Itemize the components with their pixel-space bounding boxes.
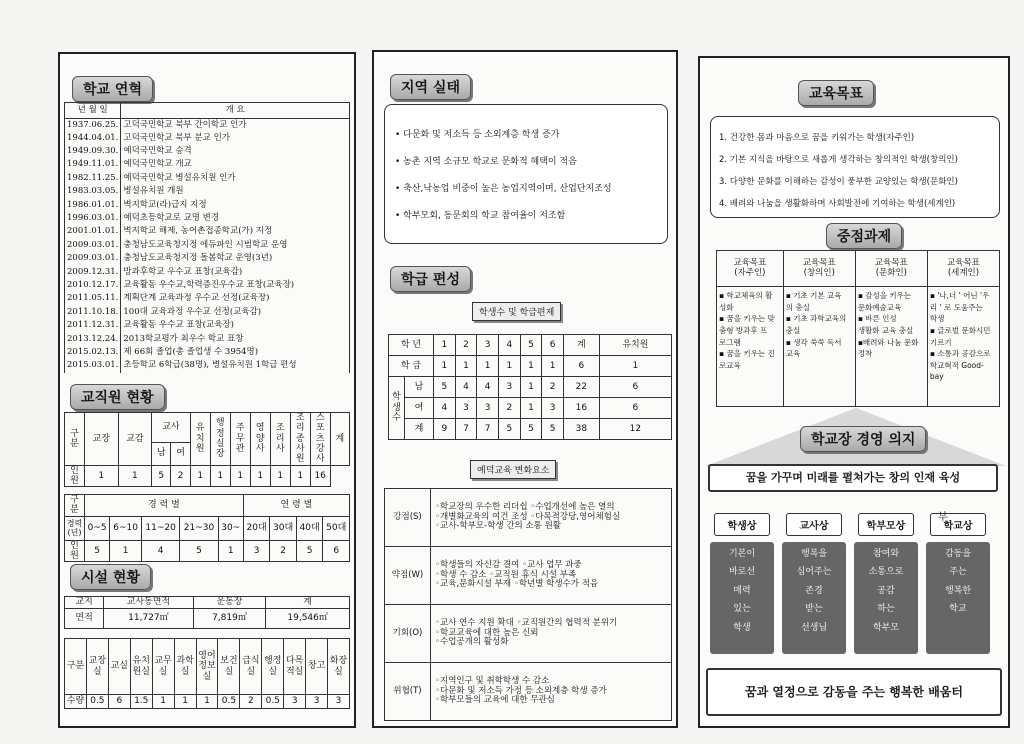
class-header: 학 년 — [389, 335, 434, 356]
facility-header: 계 — [266, 597, 350, 609]
history-row — [65, 145, 350, 158]
history-row — [65, 172, 350, 185]
history-table — [64, 102, 350, 373]
career-by-experience: 경 력 별 — [85, 495, 244, 517]
facility-header: 운동장 — [193, 597, 266, 609]
swot-row — [385, 663, 672, 721]
room-count: 0.5 — [86, 695, 108, 709]
facility-value: 19,546㎡ — [266, 609, 350, 629]
class-value: 9 — [434, 419, 456, 440]
staff-title: 교직원 현황 — [70, 384, 165, 410]
history-event: 초등학교 6학급(38명), 병설유치원 1학급 편성 — [121, 360, 350, 373]
room-count: 수량 — [65, 695, 87, 709]
class-value: 6 — [563, 356, 599, 377]
history-date: 2010.12.17. — [65, 279, 121, 292]
staff-value: 1 — [190, 465, 210, 487]
pillar-column: 기본이 바로선 매력 있는 학생 — [710, 542, 774, 654]
pillar-column: 참여와 소통으로 공감 하는 학부모 — [854, 542, 918, 654]
class-title: 학급 편성 — [390, 266, 471, 292]
career-range: 30대 — [270, 516, 297, 540]
class-value: 3 — [477, 398, 499, 419]
staff-header: 유치원 — [190, 413, 210, 466]
task-header: 교육목표 (창의인) — [783, 251, 855, 287]
history-event: 예덕초등학교로 교명 변경 — [121, 212, 350, 225]
history-date: 2011.05.11. — [65, 293, 121, 306]
career-count: 1 — [110, 540, 142, 562]
staff-header: 영양사 — [250, 413, 270, 466]
history-event: 고덕국민학교 북부 분교 인가 — [121, 132, 350, 145]
class-value: 5 — [542, 419, 564, 440]
vision-box — [708, 464, 998, 492]
career-count: 5 — [180, 540, 218, 562]
task-header: 교육목표 (자주인) — [717, 251, 784, 287]
class-value: 1 — [455, 356, 477, 377]
career-range: 30~ — [218, 516, 243, 540]
history-date: 1949.11.01. — [65, 159, 121, 172]
class-header: 유치원 — [599, 335, 671, 356]
class-value: 7 — [477, 419, 499, 440]
room-count: 0.5 — [218, 695, 240, 709]
history-event: 예덕국민학교 병설유치원 인가 — [121, 172, 350, 185]
class-value: 1 — [520, 377, 542, 398]
career-range: 경력(년) — [65, 516, 85, 540]
staff-value: 인원 — [65, 465, 85, 487]
swot-row — [385, 605, 672, 663]
class-value: 12 — [599, 419, 671, 440]
region-item: • 축산,낙농업 비중이 높은 농업지역이며, 산업단지조성 — [395, 184, 612, 194]
class-value: 3 — [542, 398, 564, 419]
staff-value: 1 — [270, 465, 290, 487]
history-row — [65, 159, 350, 172]
room-count: 0.5 — [262, 695, 284, 709]
staff-header: 주무관 — [230, 413, 250, 466]
class-row-label: 학 급 — [389, 356, 434, 377]
career-range: 40대 — [296, 516, 323, 540]
class-value: 6 — [599, 398, 671, 419]
room-header: 화장실 — [328, 639, 350, 695]
history-date: 2011.10.18. — [65, 306, 121, 319]
history-date: 1982.11.25. — [65, 172, 121, 185]
class-header: 5 — [520, 335, 542, 356]
room-header: 교실 — [108, 639, 130, 695]
class-value: 1 — [498, 356, 520, 377]
goal-item: 3. 다양한 문화를 이해하는 감성이 풍부한 교양있는 학생(문화인) — [719, 177, 958, 187]
class-header: 계 — [563, 335, 599, 356]
history-row — [65, 266, 350, 279]
class-value: 22 — [563, 377, 599, 398]
pillar-title: 학생상 — [714, 513, 770, 536]
staff-header: 행정실장 — [210, 413, 230, 466]
room-count: 3 — [328, 695, 350, 709]
vision-text: 꿈을 가꾸며 미래를 펼쳐가는 창의 인재 육성 — [745, 471, 961, 484]
history-row — [65, 239, 350, 252]
history-event: 예덕국민학교 승격 — [121, 145, 350, 158]
pillar-title: 학부모상 — [858, 513, 914, 536]
facility-value: 면적 — [65, 609, 104, 629]
staff-value: 1 — [250, 465, 270, 487]
class-table — [388, 334, 672, 440]
goals-box — [710, 116, 1000, 218]
history-date: 2015.03.01. — [65, 360, 121, 373]
class-value: 6 — [599, 377, 671, 398]
class-value: 5 — [434, 377, 456, 398]
staff-header: 교장 — [85, 413, 119, 466]
swot-text: ◦지역인구 및 취학학생 수 감소 ◦다문화 및 저소득 가정 등 소외계층 학생 증가 ◦학부모들의 교육에 대한 무관심 — [431, 663, 672, 721]
pillar-mark: 부 — [938, 512, 948, 523]
class-value: 4 — [455, 377, 477, 398]
room-count: 1 — [174, 695, 196, 709]
facility-header: 교지 — [65, 597, 104, 609]
room-header: 행정실 — [262, 639, 284, 695]
swot-label: 기회(O) — [385, 605, 431, 663]
history-event: 계획단계 교육과정 우수교 선정(교육장) — [121, 293, 350, 306]
history-date: 2009.03.01. — [65, 252, 121, 265]
swot-label: 강점(S) — [385, 489, 431, 547]
history-event: 예덕국민학교 개교 — [121, 159, 350, 172]
policy-title: 학교장 경영 의지 — [800, 426, 926, 452]
class-value: 4 — [477, 377, 499, 398]
region-item: • 농촌 지역 소규모 학교로 문화적 혜택이 적음 — [395, 157, 577, 167]
task-header: 교육목표 (세계인) — [927, 251, 999, 287]
room-count: 3 — [284, 695, 306, 709]
staff-sub-male: 남 — [152, 442, 171, 465]
facility-title: 시설 현황 — [70, 564, 151, 590]
class-value: 3 — [455, 398, 477, 419]
history-event: 제 66회 졸업(총 졸업생 수 3954명) — [121, 346, 350, 359]
history-date: 1944.04.01. — [65, 132, 121, 145]
class-subtitle: 학생수 및 학급편제 — [472, 302, 561, 321]
history-title: 학교 연혁 — [72, 76, 153, 102]
history-row — [65, 346, 350, 359]
room-count: 1 — [196, 695, 218, 709]
history-row — [65, 119, 350, 132]
class-header: 1 — [434, 335, 456, 356]
staff-value: 1 — [290, 465, 310, 487]
tasks-table — [716, 250, 1000, 407]
history-date: 1986.01.01. — [65, 199, 121, 212]
career-range: 50대 — [323, 516, 350, 540]
left-panel — [58, 52, 356, 728]
history-header-summary: 개 요 — [121, 103, 350, 119]
class-header: 6 — [542, 335, 564, 356]
swot-label: 위협(T) — [385, 663, 431, 721]
staff-value: 5 — [152, 465, 171, 487]
class-value: 1 — [542, 356, 564, 377]
career-label: 구분 — [65, 495, 85, 517]
class-row-label: 여 — [405, 398, 434, 419]
history-date: 2015.02.13. — [65, 346, 121, 359]
career-count: 5 — [85, 540, 110, 562]
history-event: 고덕국민학교 북부 간이학교 인가 — [121, 119, 350, 132]
region-item: • 학부모회, 동문회의 학교 참여율이 저조함 — [395, 211, 566, 221]
staff-value: 1 — [230, 465, 250, 487]
task-cell: ▪ 기초 기본 교육 의 충실 ▪ 기초 과학교육의 충실 ▪ 생각 쑥쑥 독서 교육 — [783, 287, 855, 407]
room-header: 유치원실 — [130, 639, 152, 695]
room-header: 창고 — [306, 639, 328, 695]
career-range: 20대 — [243, 516, 270, 540]
staff-value: 1 — [118, 465, 152, 487]
history-row — [65, 360, 350, 373]
history-row — [65, 185, 350, 198]
task-header: 교육목표 (문화인) — [855, 251, 927, 287]
room-count: 6 — [108, 695, 130, 709]
task-cell: ▪ '나,너 ' 어닌 '우 리 ' 로 도움주는 학생 ▪ 글로벌 문화시민 기르기 ▪ 소통과 공감으로 학교혁적 Good- bay — [927, 287, 999, 407]
history-date: 2011.12.31. — [65, 319, 121, 332]
pillar-title: 학교상 — [930, 513, 986, 536]
career-count: 6 — [323, 540, 350, 562]
career-count: 인원 — [65, 540, 85, 562]
career-count: 3 — [243, 540, 270, 562]
region-title: 지역 실태 — [390, 74, 471, 100]
tasks-title: 중점과제 — [826, 223, 902, 249]
staff-value: 2 — [171, 465, 190, 487]
class-value: 1 — [434, 356, 456, 377]
history-event: 100대 교육과정 우수교 선정(교육감) — [121, 306, 350, 319]
staff-header: 조리종사원 — [290, 413, 310, 466]
class-value: 5 — [520, 419, 542, 440]
staff-header: 조리사 — [270, 413, 290, 466]
class-value: 3 — [498, 377, 520, 398]
history-date: 1949.09.30. — [65, 145, 121, 158]
room-count: 3 — [306, 695, 328, 709]
swot-text: ◦교사 연수 지원 확대 ◦교직원간의 협력적 분위기 ◦학교교육에 대한 높은 신뢰 ◦수업공개의 활성화 — [431, 605, 672, 663]
staff-header: 계 — [330, 413, 349, 466]
history-row — [65, 252, 350, 265]
history-date: 1996.03.01. — [65, 212, 121, 225]
history-row — [65, 199, 350, 212]
room-header: 교장실 — [86, 639, 108, 695]
history-date: 2009.12.31. — [65, 266, 121, 279]
goals-title: 교육목표 — [798, 80, 874, 106]
room-count: 1.5 — [130, 695, 152, 709]
goal-item: 2. 기본 지식을 바탕으로 새롭게 생각하는 창의적인 학생(창의인) — [719, 155, 958, 165]
region-item: • 다문화 및 저소득 등 소외계층 학생 증가 — [395, 130, 560, 140]
history-event: 충청남도교육청지정 돌봄학교 운영(3년) — [121, 252, 350, 265]
swot-table — [384, 488, 672, 721]
history-row — [65, 333, 350, 346]
history-event: 방과후학교 우수교 표창(교육감) — [121, 266, 350, 279]
motto-text: 꿈과 열정으로 감동을 주는 행복한 배움터 — [745, 685, 963, 699]
staff-header: 교감 — [118, 413, 152, 466]
history-event: 2013학교평가 최우수 학교 표창 — [121, 333, 350, 346]
rooms-table — [64, 638, 350, 709]
middle-panel — [372, 50, 678, 728]
pillar-column: 행복을 심어주는 존경 받는 선생님 — [782, 542, 846, 654]
staff-value: 1 — [85, 465, 119, 487]
class-header: 3 — [477, 335, 499, 356]
history-row — [65, 293, 350, 306]
history-event: 교육활동 우수교 표창(교육장) — [121, 319, 350, 332]
career-range: 21~30 — [180, 516, 218, 540]
room-count: 2 — [240, 695, 262, 709]
swot-subtitle: 예덕교육 변화요소 — [470, 460, 556, 479]
staff-table — [64, 412, 350, 487]
class-value: 16 — [563, 398, 599, 419]
facility-value: 11,727㎡ — [104, 609, 193, 629]
history-event: 벽지학교 해제, 농어촌접종학교(가) 지정 — [121, 226, 350, 239]
class-value: 1 — [599, 356, 671, 377]
history-date: 2001.01.01. — [65, 226, 121, 239]
class-header: 4 — [498, 335, 520, 356]
region-box — [384, 104, 668, 244]
class-value: 2 — [542, 377, 564, 398]
room-header: 다목적실 — [284, 639, 306, 695]
goal-item: 1. 건강한 몸과 마음으로 꿈을 키워가는 학생(자주인) — [719, 133, 915, 143]
task-cell: ▪ 감성을 키우는 문화예술교육 ▪ 바른 인성 생활화 교육 충실 ▪배려와 나눔 문화 정착 — [855, 287, 927, 407]
swot-label: 약점(W) — [385, 547, 431, 605]
history-date: 2009.03.01. — [65, 239, 121, 252]
history-row — [65, 226, 350, 239]
class-value: 7 — [455, 419, 477, 440]
staff-header: 교사 — [152, 413, 191, 443]
career-by-age: 연 령 별 — [243, 495, 349, 517]
class-row-label: 남 — [405, 377, 434, 398]
task-cell: ▪ 학교체육의 활 성화 ▪ 꿈을 키우는 맞 춤형 방과후 프 로그램 ▪ 꿈을 키우는 진 로교육 — [717, 287, 784, 407]
staff-header: 스포츠강사 — [310, 413, 330, 466]
swot-text: ◦학생들의 자신감 결여 ◦교사 업무 과중 ◦학생 수 감소 ◦교직원 휴식 시설 부족 ◦교육,문화시설 부재 ◦학년별 학생수가 적음 — [431, 547, 672, 605]
history-header-date: 년 월 일 — [65, 103, 121, 119]
facility-header: 교사동면적 — [104, 597, 193, 609]
swot-row — [385, 489, 672, 547]
room-header: 교무실 — [152, 639, 174, 695]
class-value: 1 — [520, 398, 542, 419]
history-body — [65, 119, 350, 373]
class-row-label: 계 — [405, 419, 434, 440]
career-table — [64, 494, 350, 562]
history-row — [65, 132, 350, 145]
career-range: 6~10 — [110, 516, 142, 540]
class-header: 2 — [455, 335, 477, 356]
class-value: 4 — [434, 398, 456, 419]
swot-text: ◦학교장의 우수한 리더쉽 ◦수업개선에 높은 열의 ◦개별화교육의 여건 조성 ◦다목적강당,영어체험실 ◦교사-학부모-학생 간의 소통 원활 — [431, 489, 672, 547]
career-count: 2 — [270, 540, 297, 562]
history-row — [65, 279, 350, 292]
room-header: 보건실 — [218, 639, 240, 695]
room-count: 1 — [152, 695, 174, 709]
room-header: 영어정보실 — [196, 639, 218, 695]
class-value: 2 — [498, 398, 520, 419]
career-count: 1 — [218, 540, 243, 562]
room-header: 급식실 — [240, 639, 262, 695]
history-event: 교육활동 우수교,학력증진우수교 표창(교육장) — [121, 279, 350, 292]
pillar-column: 감동을 주는 행복한 학교 — [926, 542, 990, 654]
career-range: 11~20 — [141, 516, 179, 540]
goal-item: 4. 배려와 나눔을 생활화하며 사회발전에 기여하는 학생(세계인) — [719, 199, 956, 209]
class-value: 1 — [477, 356, 499, 377]
room-header: 구분 — [65, 639, 87, 695]
class-value: 38 — [563, 419, 599, 440]
staff-value: 16 — [310, 465, 330, 487]
history-row — [65, 306, 350, 319]
history-event: 벽지학교(라)급지 지정 — [121, 199, 350, 212]
history-date: 1983.03.05. — [65, 185, 121, 198]
staff-sub-female: 여 — [171, 442, 190, 465]
staff-header: 구분 — [65, 413, 85, 466]
facility-value: 7,819㎡ — [193, 609, 266, 629]
career-count: 4 — [141, 540, 179, 562]
swot-row — [385, 547, 672, 605]
class-value: 1 — [520, 356, 542, 377]
right-panel — [698, 56, 1010, 728]
history-date: 2013.12.24. — [65, 333, 121, 346]
career-count: 5 — [296, 540, 323, 562]
motto-box — [706, 668, 1002, 716]
pillar-title: 교사상 — [786, 513, 842, 536]
history-event: 병설유치원 개원 — [121, 185, 350, 198]
staff-value: 1 — [210, 465, 230, 487]
career-range: 0~5 — [85, 516, 110, 540]
history-event: 충청남도교육청지정 에듀파인 시범학교 운영 — [121, 239, 350, 252]
room-header: 과학실 — [174, 639, 196, 695]
class-value: 5 — [498, 419, 520, 440]
history-row — [65, 319, 350, 332]
facility-area-table — [64, 596, 350, 629]
history-row — [65, 212, 350, 225]
class-side-label: 학생수 — [389, 377, 405, 440]
history-date: 1937.06.25. — [65, 119, 121, 132]
